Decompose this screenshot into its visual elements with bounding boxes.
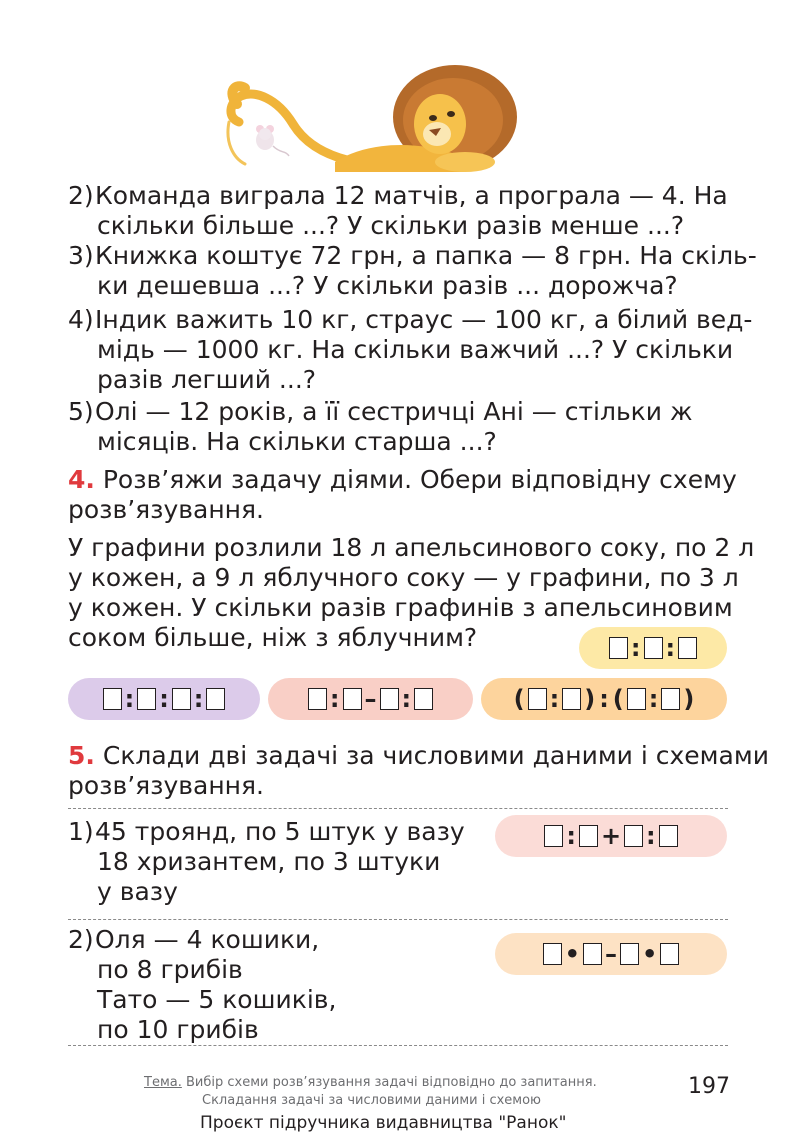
- scheme-peach: [495, 933, 727, 975]
- item-3: [68, 241, 757, 301]
- scheme-option-purple[interactable]: [68, 678, 260, 720]
- item-number: 2): [68, 925, 94, 954]
- item-line: разів легший ...?: [97, 365, 317, 394]
- blank-box: [627, 688, 646, 710]
- operator: ): [683, 685, 695, 713]
- scheme-option-yellow[interactable]: [579, 627, 727, 669]
- problem-line: у кожен, а 9 л яблучного соку — у графини, по 3 л: [68, 563, 739, 592]
- blank-box: [206, 688, 225, 710]
- operator: (: [513, 685, 525, 713]
- operator: :: [648, 685, 659, 713]
- blank-box: [543, 943, 562, 965]
- operator: –: [605, 940, 617, 968]
- blank-box: [414, 688, 433, 710]
- item-4: [68, 305, 752, 395]
- divider: [68, 808, 728, 809]
- blank-box: [528, 688, 547, 710]
- operator: •: [564, 940, 580, 968]
- page-number: 197: [688, 1074, 730, 1099]
- blank-box: [137, 688, 156, 710]
- operator: :: [549, 685, 560, 713]
- operator: :: [566, 822, 576, 850]
- topic-note: [144, 1075, 597, 1090]
- operator: :: [159, 685, 169, 713]
- blank-box: [103, 688, 122, 710]
- item-number: 1): [68, 817, 94, 846]
- item-number: 4): [68, 305, 94, 334]
- item-line: мідь — 1000 кг. На скільки важчий ...? У скільки: [97, 335, 734, 364]
- blank-box: [678, 637, 697, 659]
- operator: :: [646, 822, 656, 850]
- item-line: Олі — 12 років, а її сестричці Ані — стільки ж: [95, 397, 693, 426]
- operator: :: [630, 634, 641, 662]
- task-5-row-1: [68, 817, 465, 907]
- blank-box: [609, 637, 628, 659]
- blank-box: [579, 825, 598, 847]
- operator: –: [364, 685, 377, 713]
- problem-line: у кожен. У скільки разів графинів з апельсиновим: [68, 593, 733, 622]
- item-5: [68, 397, 693, 457]
- item-number: 3): [68, 241, 94, 270]
- task-instruction: розв’язування.: [68, 771, 264, 800]
- blank-box: [659, 825, 678, 847]
- publisher-note: Проєкт підручника видавництва "Ранок": [200, 1113, 567, 1133]
- item-line: ки дешевша ...? У скільки разів ... дорожча?: [97, 271, 678, 300]
- operator: +: [600, 822, 622, 850]
- task-4: [68, 465, 754, 653]
- problem-line: соком більше, ніж з яблучним?: [68, 623, 478, 652]
- scheme-option-orange[interactable]: [481, 678, 727, 720]
- operator: :: [124, 685, 135, 713]
- topic-label: Тема.: [144, 1075, 182, 1090]
- operator: •: [642, 940, 658, 968]
- row-line: 45 троянд, по 5 штук у вазу: [95, 817, 465, 846]
- task-instruction: Розв’яжи задачу діями. Обери відповідну схему: [102, 465, 737, 494]
- row-line: 18 хризантем, по 3 штуки: [97, 847, 441, 876]
- task-5-row-2: [68, 925, 336, 1045]
- item-line: Книжка коштує 72 грн, а папка — 8 грн. На скіль-: [95, 241, 757, 270]
- operator: ): [584, 685, 596, 713]
- blank-box: [624, 825, 643, 847]
- topic-line: Вибір схеми розв’язування задачі відповідно до запитання.: [181, 1075, 597, 1090]
- item-number: 2): [68, 181, 94, 210]
- operator: :: [599, 685, 609, 713]
- task-number: 4.: [68, 465, 95, 494]
- row-line: по 10 грибів: [97, 1015, 259, 1044]
- blank-box: [660, 943, 679, 965]
- row-line: Оля — 4 кошики,: [95, 925, 320, 954]
- lion-with-mouse-illustration: [215, 62, 535, 174]
- blank-box: [583, 943, 602, 965]
- blank-box: [172, 688, 191, 710]
- operator: (: [612, 685, 624, 713]
- problem-line: У графини розлили 18 л апельсинового соку, по 2 л: [68, 533, 755, 562]
- task-instruction: розв’язування.: [68, 495, 264, 524]
- scheme-option-pink[interactable]: [268, 678, 473, 720]
- blank-box: [644, 637, 663, 659]
- operator: :: [329, 685, 340, 713]
- operator: :: [665, 634, 676, 662]
- blank-box: [308, 688, 327, 710]
- task-number: 5.: [68, 741, 95, 770]
- divider: [68, 1045, 728, 1046]
- operator: :: [193, 685, 204, 713]
- item-line: Індик важить 10 кг, страус — 100 кг, а білий вед-: [95, 305, 753, 334]
- item-line: скільки більше ...? У скільки разів менше ...?: [97, 211, 685, 240]
- blank-box: [343, 688, 362, 710]
- blank-box: [661, 688, 680, 710]
- topic-line-2: Складання задачі за числовими даними і схемою: [202, 1093, 541, 1108]
- row-line: по 8 грибів: [97, 955, 243, 984]
- item-line: місяців. На скільки старша ...?: [97, 427, 497, 456]
- row-line: у вазу: [97, 877, 178, 906]
- divider: [68, 919, 728, 920]
- operator: :: [401, 685, 412, 713]
- task-5: [68, 741, 769, 801]
- item-2: [68, 181, 728, 241]
- row-line: Тато — 5 кошиків,: [97, 985, 337, 1014]
- item-number: 5): [68, 397, 94, 426]
- task-instruction: Склади дві задачі за числовими даними і схемами: [102, 741, 769, 770]
- blank-box: [620, 943, 639, 965]
- blank-box: [562, 688, 581, 710]
- scheme-pink: [495, 815, 727, 857]
- blank-box: [544, 825, 563, 847]
- blank-box: [380, 688, 399, 710]
- item-line: Команда виграла 12 матчів, а програла — 4. На: [95, 181, 728, 210]
